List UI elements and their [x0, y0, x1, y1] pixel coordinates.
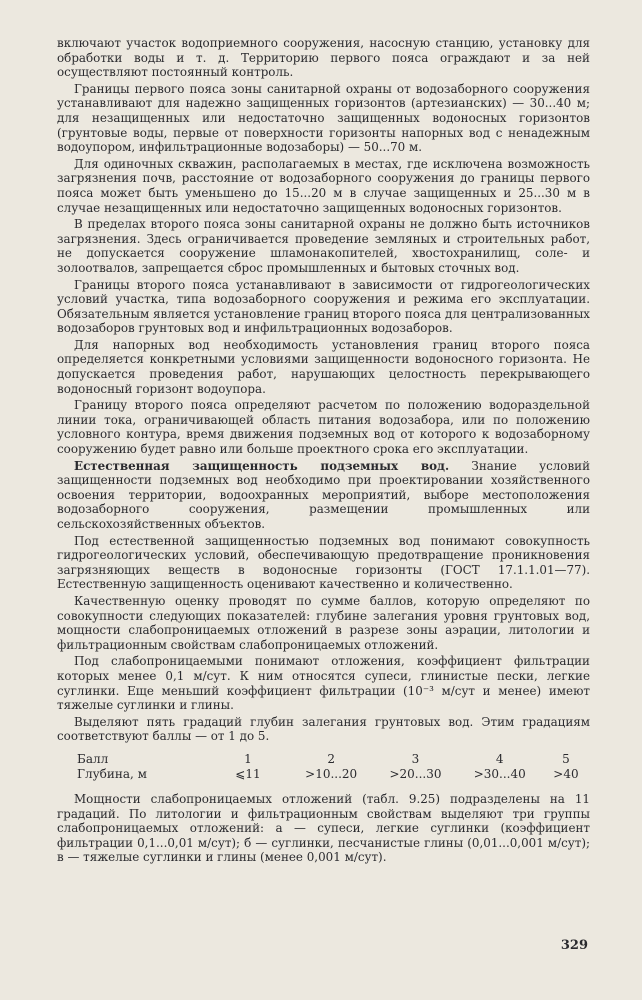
section-paragraph: [57, 459, 590, 532]
depth-gradation-table: [77, 752, 590, 782]
section-text: Знание условий защищенности подземных вод необходимо при проектировании хозяйственного освоения территории, водоохранных мероприятий, выборе местоположения водозаборного сооружения, размещении промышленных или сельскохозяйственных объектов.: [57, 458, 590, 531]
depth-cell: >30...40: [473, 766, 526, 781]
score-cell: 2: [327, 751, 335, 766]
score-label: Балл: [77, 751, 109, 766]
score-cell: 4: [495, 751, 504, 766]
paragraph-1: включают участок водоприемного сооружения, насосную станцию, установку для обработки воды и т. д. Территорию первого пояса ограждают и за ней осуществляют постоянный контроль.: [57, 36, 590, 80]
page-number: 329: [560, 938, 588, 953]
depth-cell: ⩽11: [235, 766, 261, 781]
paragraph-11: Под слабопроницаемыми понимают отложения, коэффициент фильтрации которых менее 0,1 м/сут. К ним относятся супеси, глинистые пески, легкие суглинки. Еще меньший коэффициент фильтрации (10⁻³ м/сут и менее) имеют тяжелые суглинки и глины.: [57, 654, 590, 713]
paragraph-7: Границу второго пояса определяют расчетом по положению водораздельной линии тока, ограничивающей область питания водозабора, или по положению условного контура, время движения подземных вод от которого к водозаборному сооружению будет равно или больше проектного срока его эксплуатации.: [57, 398, 590, 457]
paragraph-3: Для одиночных скважин, располагаемых в местах, где исключена возможность загрязнения почв, расстояние от водозаборного сооружения до границы первого пояса может быть уменьшено до 15...20 м в случае защищенных и 25...30 м в случае незащищенных или недостаточно защищенных водоносных горизонтов.: [57, 156, 590, 215]
score-cell: 3: [411, 751, 420, 766]
depth-cell: >20...30: [389, 766, 442, 781]
depth-cell: >40: [553, 766, 579, 781]
paragraph-10: Качественную оценку проводят по сумме баллов, которую определяют по совокупности следующих показателей: глубине залегания уровня грунтовых вод, мощности слабопроницаемых отложений в разрезе зоны аэрации, литологии и фильтрационным свойствам слабопроницаемых отложений.: [57, 593, 590, 652]
paragraph-6: Для напорных вод необходимость установления границ второго пояса определяется конкретными условиями защищенности водоносного горизонта. Не допускается проведения работ, нарушающих целостность перекрывающего водоносный горизонт водоупора.: [57, 337, 590, 396]
section-heading: Естественная защищенность подземных вод.: [74, 458, 450, 473]
score-cell: 5: [562, 751, 570, 766]
score-row: [77, 752, 590, 767]
depth-row: [77, 767, 590, 782]
paragraph-9: Под естественной защищенностью подземных вод понимают совокупность гидрогеологических условий, обеспечивающую предотвращение проникновения загрязняющих веществ в водоносные горизонты (ГОСТ 17.1.1.01—77). Естественную защищенность оценивают качественно и количественно.: [57, 533, 590, 592]
paragraph-2: Границы первого пояса зоны санитарной охраны от водозаборного сооружения устанавливают для надежно защищенных горизонтов (артезианских) — 30...40 м; для незащищенных или недостаточно защищенных водоносных горизонтов (грунтовые воды, первые от поверхности горизонты напорных вод с ненадежным водоупором, инфильтрационные водозаборы) — 50...70 м.: [57, 81, 590, 155]
depth-cell: >10...20: [305, 766, 358, 781]
paragraph-5: Границы второго пояса устанавливают в зависимости от гидрогеологических условий участка, типа водозаборного сооружения и режима его эксплуатации. Обязательным является установление границ второго пояса для централизованных водозаборов грунтовых вод и инфильтрационных водозаборов.: [57, 277, 590, 336]
depth-label: Глубина, м: [77, 766, 147, 781]
score-cell: 1: [244, 751, 252, 766]
paragraph-4: В пределах второго пояса зоны санитарной охраны не должно быть источников загрязнения. Здесь ограничивается проведение земляных и строительных работ, не допускается сооружение шламонакопителей, хвостохранилищ, соле- и золоотвалов, запрещается сброс промышленных и бытовых сточных вод.: [57, 217, 590, 275]
paragraph-12: Выделяют пять градаций глубин залегания грунтовых вод. Этим градациям соответствуют баллы — от 1 до 5.: [57, 714, 590, 744]
paragraph-13: Мощности слабопроницаемых отложений (табл. 9.25) подразделены на 11 градаций. По литологии и фильтрационным свойствам выделяют три группы слабопроницаемых отложений: а — супеси, легкие суглинки (коэффициент фильтрации 0,1...0,01 м/сут); б — суглинки, песчанистые глины (0,01...0,001 м/сут); в — тяжелые суглинки и глины (менее 0,001 м/сут).: [57, 791, 590, 865]
